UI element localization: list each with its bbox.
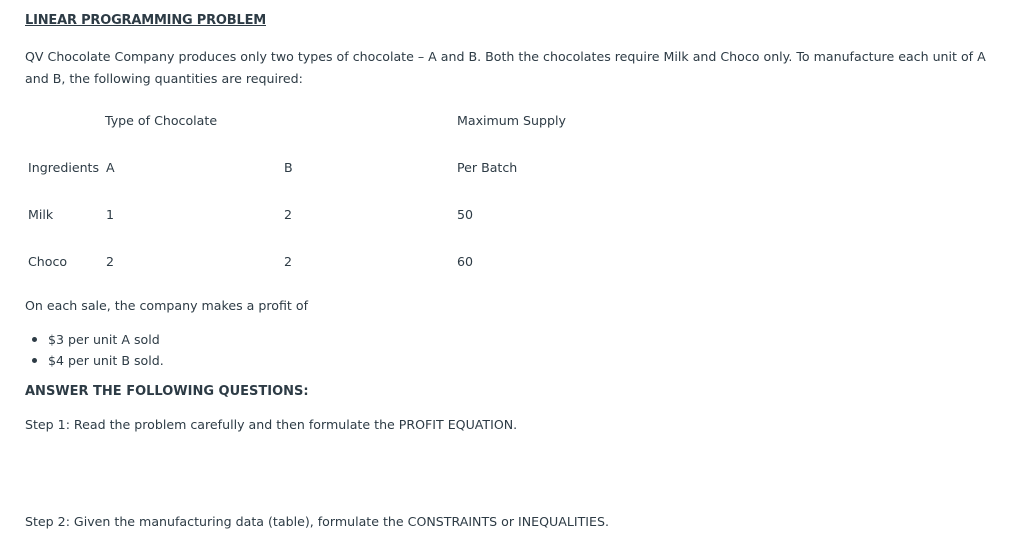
profit-list [25, 329, 164, 371]
row-choco-label: Choco [28, 254, 68, 269]
row-milk-label: Milk [28, 207, 54, 222]
row-milk-supply: 50 [457, 207, 474, 222]
problem-intro: QV Chocolate Company produces only two types of chocolate – A and B. Both the chocolates require Milk and Choco only. To manufacture each unit of A and B, the following quantities are required: [25, 49, 986, 86]
list-item: $3 per unit A sold [25, 329, 164, 350]
list-item: $4 per unit B sold. [25, 350, 164, 371]
row-milk-b: 2 [284, 207, 293, 222]
row-milk-a: 1 [106, 207, 115, 222]
page-title: LINEAR PROGRAMMING PROBLEM [25, 13, 266, 28]
header-col-b: B [284, 160, 293, 175]
step-1: Step 1: Read the problem carefully and then formulate the PROFIT EQUATION. [25, 417, 518, 432]
row-choco-supply: 60 [457, 254, 474, 269]
step-2: Step 2: Given the manufacturing data (table), formulate the CONSTRAINTS or INEQUALITIES. [25, 514, 609, 529]
row-choco-a: 2 [106, 254, 115, 269]
header-col-a: A [106, 160, 115, 175]
header-type-of-chocolate: Type of Chocolate [105, 113, 218, 128]
profit-intro: On each sale, the company makes a profit of [25, 298, 308, 313]
questions-heading: ANSWER THE FOLLOWING QUESTIONS: [25, 384, 309, 399]
header-maximum-supply: Maximum Supply [457, 113, 566, 128]
header-ingredients: Ingredients [28, 160, 100, 175]
row-choco-b: 2 [284, 254, 293, 269]
header-per-batch: Per Batch [457, 160, 518, 175]
